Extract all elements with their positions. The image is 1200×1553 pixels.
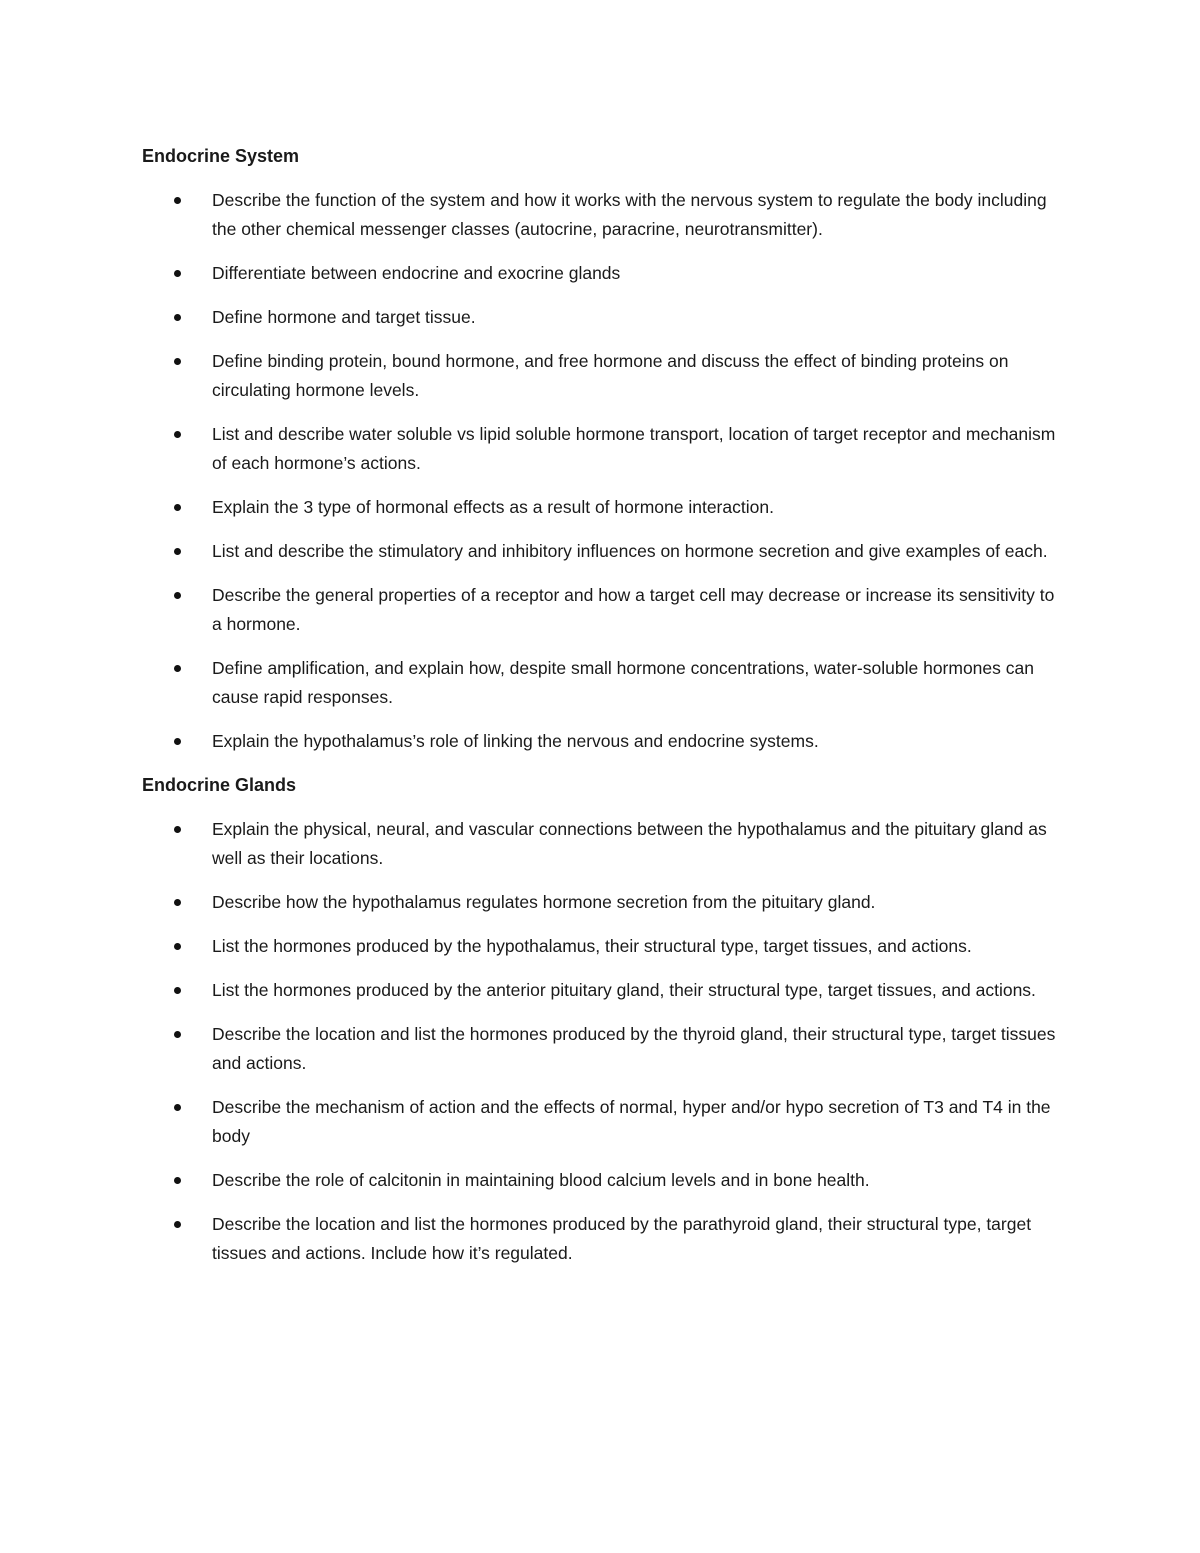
- bullet-icon: [174, 548, 181, 555]
- bullet-icon: [174, 738, 181, 745]
- list-item-text: Differentiate between endocrine and exocrine glands: [212, 263, 621, 283]
- list-item: [142, 1166, 1062, 1195]
- list-item: [142, 815, 1062, 873]
- list-item-text: Describe the function of the system and how it works with the nervous system to regulate the body including the other chemical messenger classes (autocrine, paracrine, neurotransmitter).: [212, 190, 1047, 239]
- list-item-text: Describe how the hypothalamus regulates hormone secretion from the pituitary gland.: [212, 892, 876, 912]
- bullet-icon: [174, 1221, 181, 1228]
- bullet-icon: [174, 1177, 181, 1184]
- list-item-text: List and describe water soluble vs lipid soluble hormone transport, location of target receptor and mechanism of each hormone’s actions.: [212, 424, 1056, 473]
- bullet-icon: [174, 1104, 181, 1111]
- bullet-icon: [174, 314, 181, 321]
- bullet-icon: [174, 665, 181, 672]
- list-item-text: Define binding protein, bound hormone, and free hormone and discuss the effect of binding proteins on circulating hormone levels.: [212, 351, 1009, 400]
- list-item-text: Describe the mechanism of action and the effects of normal, hyper and/or hypo secretion of T3 and T4 in the body: [212, 1097, 1051, 1146]
- list-item-text: List the hormones produced by the anterior pituitary gland, their structural type, target tissues, and actions.: [212, 980, 1036, 1000]
- list-item: [142, 186, 1062, 244]
- list-item: [142, 654, 1062, 712]
- bullet-icon: [174, 943, 181, 950]
- list-item: [142, 581, 1062, 639]
- list-item-text: List and describe the stimulatory and inhibitory influences on hormone secretion and give examples of each.: [212, 541, 1048, 561]
- list-item-text: Describe the location and list the hormones produced by the thyroid gland, their structural type, target tissues and actions.: [212, 1024, 1056, 1073]
- list-item-text: List the hormones produced by the hypothalamus, their structural type, target tissues, and actions.: [212, 936, 972, 956]
- bullet-icon: [174, 197, 181, 204]
- list-item-text: Describe the role of calcitonin in maintaining blood calcium levels and in bone health.: [212, 1170, 870, 1190]
- list-item: [142, 347, 1062, 405]
- section-heading: Endocrine System: [142, 146, 300, 166]
- section-heading: Endocrine Glands: [142, 775, 297, 795]
- list-item: [142, 727, 1062, 756]
- bullet-list: [142, 815, 1062, 1268]
- bullet-icon: [174, 826, 181, 833]
- list-item: [142, 420, 1062, 478]
- section-endocrine-glands: [142, 771, 1062, 1268]
- bullet-icon: [174, 431, 181, 438]
- list-item: [142, 888, 1062, 917]
- list-item: [142, 976, 1062, 1005]
- list-item: [142, 1020, 1062, 1078]
- list-item: [142, 493, 1062, 522]
- document-content: [142, 142, 1062, 1283]
- list-item-text: Describe the location and list the hormones produced by the parathyroid gland, their structural type, target tissues and actions. Include how it’s regulated.: [212, 1214, 1032, 1263]
- bullet-icon: [174, 1031, 181, 1038]
- list-item-text: Explain the physical, neural, and vascular connections between the hypothalamus and the pituitary gland as well as their locations.: [212, 819, 1047, 868]
- list-item: [142, 303, 1062, 332]
- bullet-icon: [174, 270, 181, 277]
- list-item: [142, 932, 1062, 961]
- list-item: [142, 259, 1062, 288]
- list-item-text: Define hormone and target tissue.: [212, 307, 476, 327]
- bullet-list: [142, 186, 1062, 756]
- list-item-text: Explain the 3 type of hormonal effects as a result of hormone interaction.: [212, 497, 774, 517]
- list-item: [142, 537, 1062, 566]
- bullet-icon: [174, 899, 181, 906]
- list-item: [142, 1210, 1062, 1268]
- list-item-text: Explain the hypothalamus’s role of linking the nervous and endocrine systems.: [212, 731, 819, 751]
- bullet-icon: [174, 504, 181, 511]
- bullet-icon: [174, 987, 181, 994]
- list-item-text: Define amplification, and explain how, despite small hormone concentrations, water-soluble hormones can cause rapid responses.: [212, 658, 1034, 707]
- bullet-icon: [174, 358, 181, 365]
- section-endocrine-system: [142, 142, 1062, 756]
- list-item-text: Describe the general properties of a receptor and how a target cell may decrease or increase its sensitivity to a hormone.: [212, 585, 1055, 634]
- bullet-icon: [174, 592, 181, 599]
- list-item: [142, 1093, 1062, 1151]
